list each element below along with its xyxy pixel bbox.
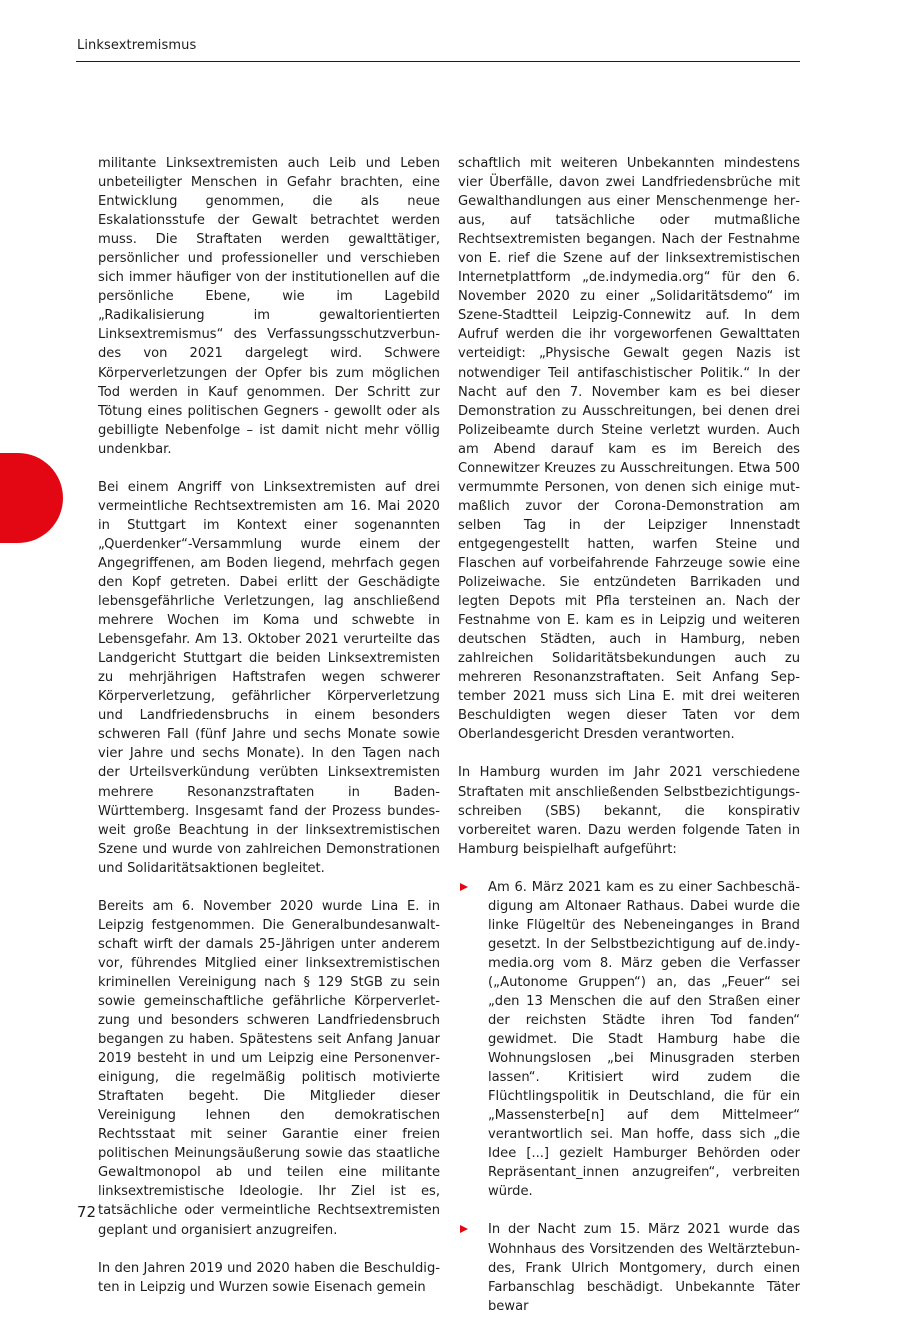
right-column <box>458 154 800 1335</box>
list-item-text: Am 6. März 2021 kam es zu einer Sachbeschädigung am Altonaer Rathaus. Dabei wurde die linke Flügeltür des Nebeneinganges in Brand gesetzt. In der Selbstbezichtigung auf de.indymedia.org vom 8. März geben die Verfasser („Autonome Gruppen“) an, das „Feuer“ sei „den 13 Menschen die auf den Straßen einer der reichsten Städte ihren Tod fanden“ gewidmet. Die Stadt Hamburg habe die Wohnungslosen „bei Minusgraden sterben lassen“. Kritisiert wird zudem die Flüchtlingspolitik in Deutschland, die für ein „Massensterbe[n] auf dem Mittelmeer“ verantwortlich sei. Man hoffe, dass sich „die Idee [...] gezielt Hamburger Behörden oder Repräsentant_innen anzugreifen“, verbreiten würde. <box>488 879 800 1200</box>
paragraph: Bereits am 6. November 2020 wurde Lina E. in Leipzig festgenommen. Die Generalbundesanwaltschaft wirft der damals 25-Jährigen unter anderem vor, führendes Mitglied einer linksextremistischen kriminellen Vereinigung nach § 129 StGB zu sein sowie gemeinschaftliche gefährliche Körperverletzung und besonders schweren Landfriedensbruch begangen zu haben. Spätestens seit Anfang Januar 2019 besteht in und um Leipzig eine Personenvereinigung, die regelmäßig politisch motivierte Straftaten begeht. Die Mitglieder dieser Vereinigung lehnen den demokratischen Rechtsstaat mit seiner Garantie einer freien politischen Meinungsäußerung sowie das staatliche Gewaltmonopol ab und teilen eine militante linksextremistische Ideologie. Ihr Ziel ist es, tatsächliche oder vermeintliche Rechtsextremisten geplant und organisiert anzugreifen. <box>98 898 440 1238</box>
left-column <box>98 154 440 1316</box>
header-divider <box>76 61 800 62</box>
paragraph: In Hamburg wurden im Jahr 2021 verschiedene Straftaten mit anschließenden Selbstbezichtigungsschreiben (SBS) bekannt, die konspirativ vorbereitet waren. Dazu werden folgende Taten in Hamburg beispielhaft aufgeführt: <box>458 765 800 857</box>
paragraph: militante Linksextremisten auch Leib und Leben unbeteiligter Menschen in Gefahr brachten, eine Entwicklung genommen, die als neue Eskalationsstufe der Gewalt betrachtet werden muss. Die Straftaten werden gewalttätiger, persönlicher und professioneller und verschieben sich immer häufiger von der institutionellen auf die persönliche Ebene, wie im Lagebild „Radikalisierung im gewaltorientierten Linksextremismus“ des Verfassungsschutzverbundes von 2021 dargelegt wird. Schwere Körperverletzungen der Opfer bis zum möglichen Tod werden in Kauf genommen. Der Schritt zur Tötung eines politischen Gegners - gewollt oder als gebilligte Nebenfolge – ist damit nicht mehr völlig undenkbar. <box>98 156 440 457</box>
bullet-triangle-icon <box>460 883 468 891</box>
bullet-list <box>458 878 800 1316</box>
paragraph: Bei einem Angriff von Linksextremisten auf drei vermeintliche Rechtsextremisten am 16. Mai 2020 in Stuttgart im Kontext einer sogenannten „Querdenker“-Versammlung wurde einem der Angegriffenen, am Boden liegend, mehrfach gegen den Kopf getreten. Dabei erlitt der Geschädigte lebensgefährliche Verletzungen, lag anschließend mehrere Wochen im Koma und schwebte in Lebensgefahr. Am 13. Oktober 2021 verurteilte das Landgericht Stuttgart die beiden Linksextremisten zu mehrjährigen Haftstrafen wegen schwerer Körperverletzung, gefährlicher Körperverletzung und Landfriedensbruchs in einem besonders schweren Fall (fünf Jahre und sechs Monate sowie vier Jahre und sechs Monate). In den Tagen nach der Urteilsverkündung verübten Linksextremisten mehrere Resonanzstraftaten in Baden-Württemberg. Insgesamt fand der Prozess bundesweit große Beachtung in der linksextremistischen Szene und wurde von zahlreichen Demonstrationen und Solidaritätsaktionen begleitet. <box>98 479 440 876</box>
paragraph: schaftlich mit weiteren Unbekannten mindestens vier Überfälle, davon zwei Landfriedensbrüche mit Gewalthandlungen aus einer Menschenmenge heraus, auf tatsächliche oder mutmaßliche Rechtsextremisten begangen. Nach der Festnahme von E. rief die Szene auf der linksextremistischen Internetplattform „de.indymedia.org“ für den 6. November 2020 zu einer „Solidaritätsdemo“ im Szene-Stadtteil Leipzig-Connewitz auf. In dem Aufruf werden die ihr vorgeworfenen Gewalttaten verteidigt: „Physische Gewalt gegen Nazis ist notwendiger Teil antifaschistischer Politik.“ In der Nacht auf den 7. November kam es bei dieser Demonstration zu Ausschreitungen, bei denen drei Polizeibeamte durch Steine verletzt wurden. Auch am Abend darauf kam es im Bereich des Connewitzer Kreuzes zu Ausschreitungen. Etwa 500 vermummte Personen, von denen sich einige mutmaßlich zuvor der Corona-Demonstration am selben Tag in der Leipziger Innenstadt entgegengestellt hatten, warfen Steine und Flaschen auf vorbeifahrende Fahrzeuge sowie eine Polizeiwache. Sie entzündeten Barrikaden und legten Depots mit Pfla tersteinen an. Nach der Festnahme von E. kam es in Leipzig und weiteren deutschen Städten, auch in Hamburg, neben zahlreichen Solidaritätsbekundungen auch zu mehreren Resonanzstraftaten. Seit Anfang September 2021 muss sich Lina E. mit drei weiteren Beschuldigten wegen dieser Taten vor dem Oberlandesgericht Dresden verantworten. <box>458 156 800 743</box>
list-item <box>458 878 800 1202</box>
running-header: Linksextremismus <box>77 38 197 53</box>
list-item <box>458 1220 800 1315</box>
page-number: 72 <box>77 1203 97 1221</box>
chapter-tab-marker <box>0 453 63 543</box>
list-item-text: In der Nacht zum 15. März 2021 wurde das Wohnhaus des Vorsitzenden des Weltärztebundes, Frank Ulrich Montgomery, durch einen Farbanschlag beschädigt. Unbekannte Täter bewar <box>488 1222 800 1314</box>
bullet-triangle-icon <box>460 1225 468 1233</box>
paragraph: In den Jahren 2019 und 2020 haben die Beschuldigten in Leipzig und Wurzen sowie Eisenach gemein <box>98 1260 440 1295</box>
